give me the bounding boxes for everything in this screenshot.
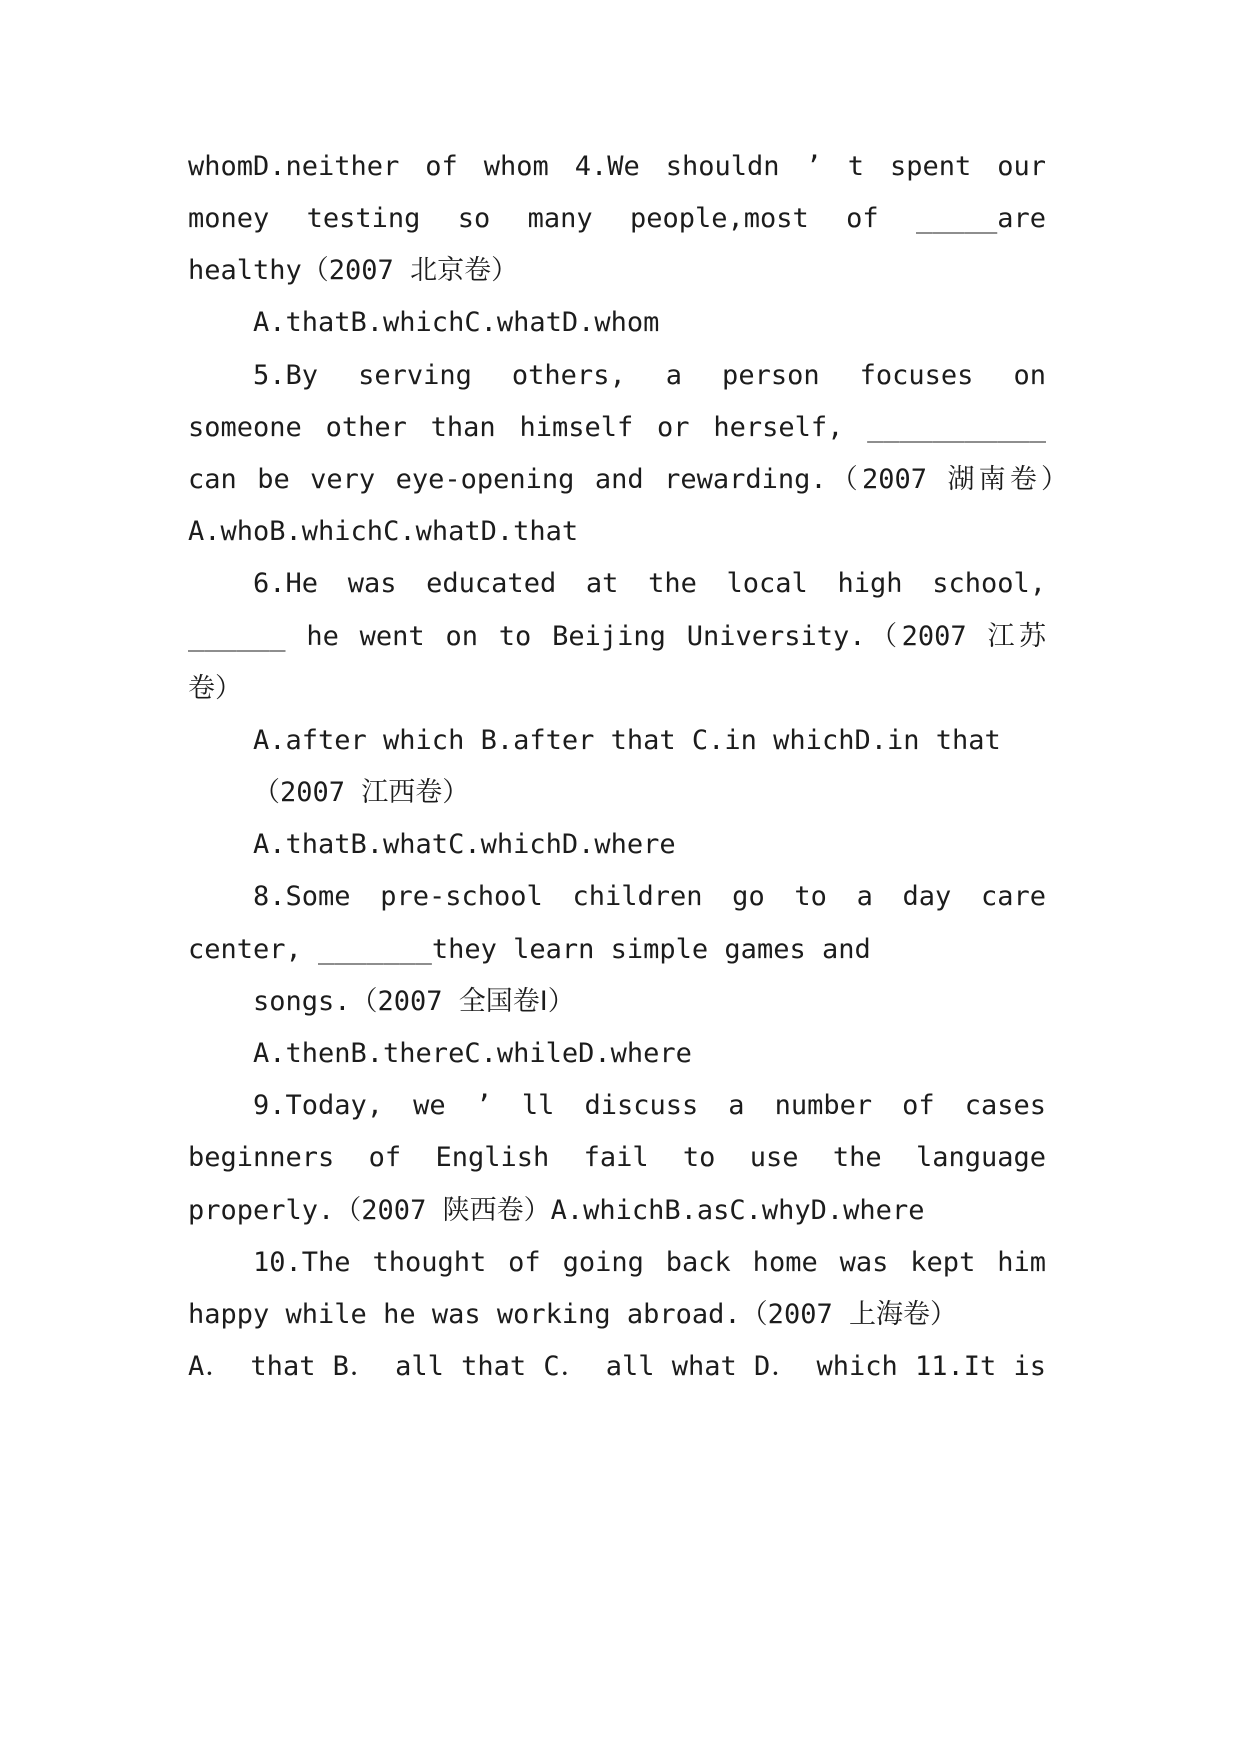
text-line: center, _______they learn simple games and (188, 934, 871, 965)
text-line: 6.He was educated at the local high school, (253, 568, 1046, 599)
text-line: ______ he went on to Beijing University.（2007 江苏 (188, 621, 1046, 652)
text-line: A.thatB.whatC.whichD.where (253, 829, 676, 860)
text-line: A． that B． all that C． all what D． which 11.It is (188, 1351, 1046, 1382)
text-line: whomD.neither of whom 4.We shouldn ’ t spent our (188, 151, 1046, 182)
text-line: 10.The thought of going back home was kept him (253, 1247, 1046, 1278)
text-line: can be very eye-opening and rewarding.（2007 湖南卷） (188, 464, 1068, 495)
text-line: A.thatB.whichC.whatD.whom (253, 307, 660, 338)
text-line: someone other than himself or herself, ___________ (188, 412, 1046, 443)
text-line: 5.By serving others, a person focuses on (253, 360, 1046, 391)
text-line: properly.（2007 陕西卷）A.whichB.asC.whyD.where (188, 1195, 925, 1226)
text-line: songs.（2007 全国卷Ⅰ） (253, 986, 575, 1017)
text-line: 8.Some pre-school children go to a day care (253, 881, 1046, 912)
text-line: （2007 江西卷） (253, 777, 470, 808)
text-line: 卷） (188, 673, 242, 704)
text-line: 9.Today, we ’ ll discuss a number of cases (253, 1090, 1046, 1121)
text-line: A.whoB.whichC.whatD.that (188, 516, 579, 547)
text-line: A.after which B.after that C.in whichD.in that (253, 725, 1001, 756)
text-line: healthy（2007 北京卷） (188, 255, 519, 286)
text-line: beginners of English fail to use the language (188, 1142, 1046, 1173)
text-line: A.thenB.thereC.whileD.where (253, 1038, 692, 1069)
text-line: money testing so many people,most of _____are (188, 203, 1046, 234)
text-line: happy while he was working abroad.（2007 上海卷） (188, 1299, 957, 1330)
